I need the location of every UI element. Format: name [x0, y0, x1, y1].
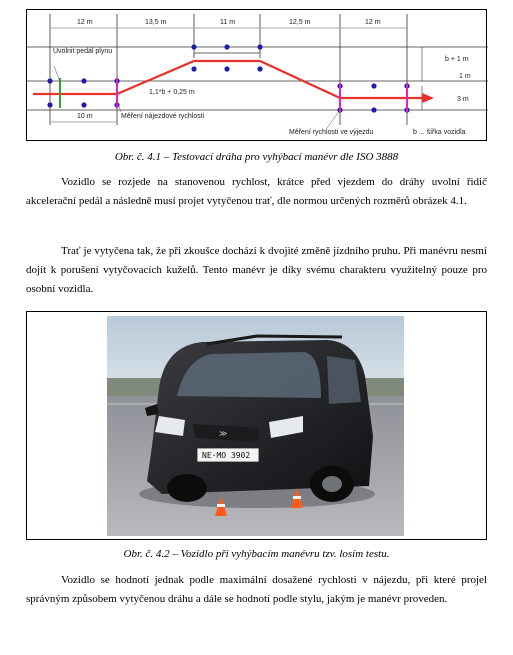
cone — [224, 66, 229, 71]
cone — [81, 102, 86, 107]
brand-logo: ≫ — [219, 429, 228, 438]
label-formula: 1,1*b + 0,25 m — [149, 89, 195, 96]
cone — [47, 102, 52, 107]
figure1-caption: Obr. č. 4.1 – Testovací dráha pro vyhýbací manévr dle ISO 3888 — [114, 151, 399, 163]
figure-car-photo-frame — [26, 311, 487, 540]
path-arrow-head — [422, 93, 434, 103]
cone — [371, 107, 376, 112]
figure2-caption: Obr. č. 4.2 – Vozidlo při vyhýbacím manévru tzv. losím testu. — [123, 548, 390, 560]
license-plate-text: NE·MO 3902 — [202, 451, 251, 460]
test-track-diagram — [27, 10, 488, 142]
label-10m: 10 m — [77, 113, 93, 120]
pointer-exit — [327, 110, 340, 128]
label-release-pedal: Uvolnit pedál plynu — [53, 48, 113, 55]
label-12m-right: 12 m — [365, 19, 381, 26]
label-exit-speed: Měření rychlosti ve výjezdu — [289, 129, 374, 136]
cone — [81, 78, 86, 83]
label-1m: 1 m — [459, 73, 471, 80]
label-3m: 3 m — [457, 96, 469, 103]
paragraph-1: Vozidlo se rozjede na stanovenou rychlost, krátce před vjezdem do dráhy uvolní řidič akcelerační pedál a následně musí projet vytyčenou trať, dle normou určených rozměrů obrázek 4.1. — [26, 176, 487, 207]
label-12m-left: 12 m — [77, 19, 93, 26]
label-11m: 11 m — [220, 19, 236, 26]
wheel-front-left — [167, 474, 207, 502]
cone-stripe — [293, 496, 301, 499]
cone — [191, 66, 196, 71]
car-photo-illustration — [107, 316, 404, 536]
car-photo — [107, 316, 404, 536]
label-135m: 13,5 m — [145, 19, 167, 26]
cone — [257, 66, 262, 71]
wheel-rim — [322, 476, 342, 492]
paragraph-2: Trať je vytyčena tak, že při zkoušce dochází k dvojité změně jízdního pruhu. Při manévru nesmí dojít k porušení vytyčovacích kuželů. Tento manévr je díky svému charakteru využitelný pouze pro osobní vozidla. — [26, 245, 487, 295]
figure-test-track — [26, 9, 487, 141]
cone — [47, 78, 52, 83]
label-b-plus-1: b + 1 m — [445, 56, 469, 63]
paragraph-3: Vozidlo se hodnotí jednak podle maximální dosažené rychlosti v nájezdu, při které projel správným způsobem vytyčenou dráhu a dále se hodnotí podle stylu, jakým je manévr proveden. — [26, 574, 487, 605]
cone — [257, 44, 262, 49]
cone — [191, 44, 196, 49]
cone-stripe — [217, 504, 225, 507]
label-125m: 12,5 m — [289, 19, 311, 26]
cone — [224, 44, 229, 49]
label-b-width: b ... šířka vozidla — [413, 129, 466, 136]
pointer-pedal — [54, 66, 60, 82]
label-entry-speed: Měření nájezdové rychlosti — [121, 113, 205, 120]
cone — [371, 83, 376, 88]
